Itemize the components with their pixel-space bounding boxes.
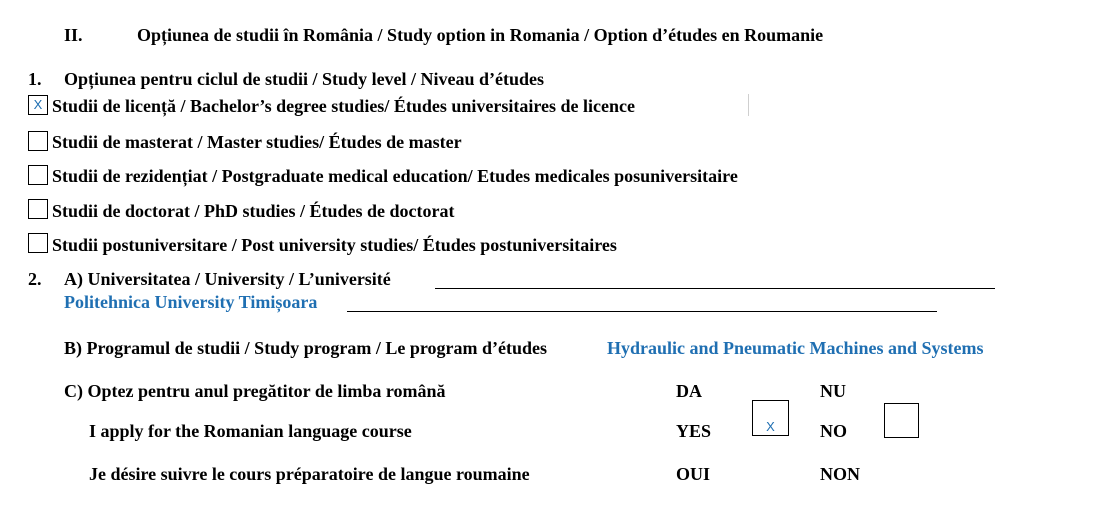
checkbox-mark: X <box>33 97 43 113</box>
no-label-ro: NU <box>820 381 846 401</box>
yes-label-en: YES <box>676 421 712 441</box>
study-program-label: B) Programul de studii / Study program / Le program d’études <box>64 338 548 358</box>
section-title: Opțiunea de studii în România / Study option in Romania / Option d’études en Roumanie <box>137 25 824 45</box>
phd-checkbox[interactable] <box>28 199 48 219</box>
no-label-en: NO <box>820 421 847 441</box>
university-line <box>435 288 995 289</box>
option-label-residency: Studii de rezidențiat / Postgraduate medical education/ Etudes medicales posuniversitaire <box>52 166 738 186</box>
residency-checkbox[interactable] <box>28 165 48 185</box>
checkbox-mark: X <box>766 419 775 434</box>
language-course-label-en: I apply for the Romanian language course <box>89 421 412 441</box>
q2-number: 2. <box>28 269 42 289</box>
university-value-line <box>347 311 937 312</box>
no-label-fr: NON <box>820 464 860 484</box>
university-value[interactable]: Politehnica University Timișoara <box>64 292 318 312</box>
language-course-label-fr: Je désire suivre le cours préparatoire de langue roumaine <box>89 464 530 484</box>
q1-number: 1. <box>28 69 42 89</box>
bachelor-checkbox[interactable] <box>28 95 48 115</box>
language-no-checkbox[interactable] <box>884 403 919 438</box>
language-yes-checkbox[interactable] <box>752 400 789 436</box>
yes-label-fr: OUI <box>676 464 711 484</box>
option-label-bachelor: Studii de licență / Bachelor’s degree studies/ Études universitaires de licence <box>52 96 635 116</box>
language-course-label-ro: C) Optez pentru anul pregătitor de limba română <box>64 381 446 401</box>
q1-label: Opțiunea pentru ciclul de studii / Study level / Niveau d’études <box>64 69 545 89</box>
yes-label-ro: DA <box>676 381 702 401</box>
university-label: A) Universitatea / University / L’université <box>64 269 391 289</box>
option-label-postuniversity: Studii postuniversitare / Post university studies/ Études postuniversitaires <box>52 235 617 255</box>
divider <box>748 94 749 116</box>
postuniversity-checkbox[interactable] <box>28 233 48 253</box>
study-program-value[interactable]: Hydraulic and Pneumatic Machines and Systems <box>607 338 984 358</box>
option-label-phd: Studii de doctorat / PhD studies / Études de doctorat <box>52 201 455 221</box>
option-label-master: Studii de masterat / Master studies/ Études de master <box>52 132 462 152</box>
master-checkbox[interactable] <box>28 131 48 151</box>
section-number: II. <box>64 25 83 45</box>
